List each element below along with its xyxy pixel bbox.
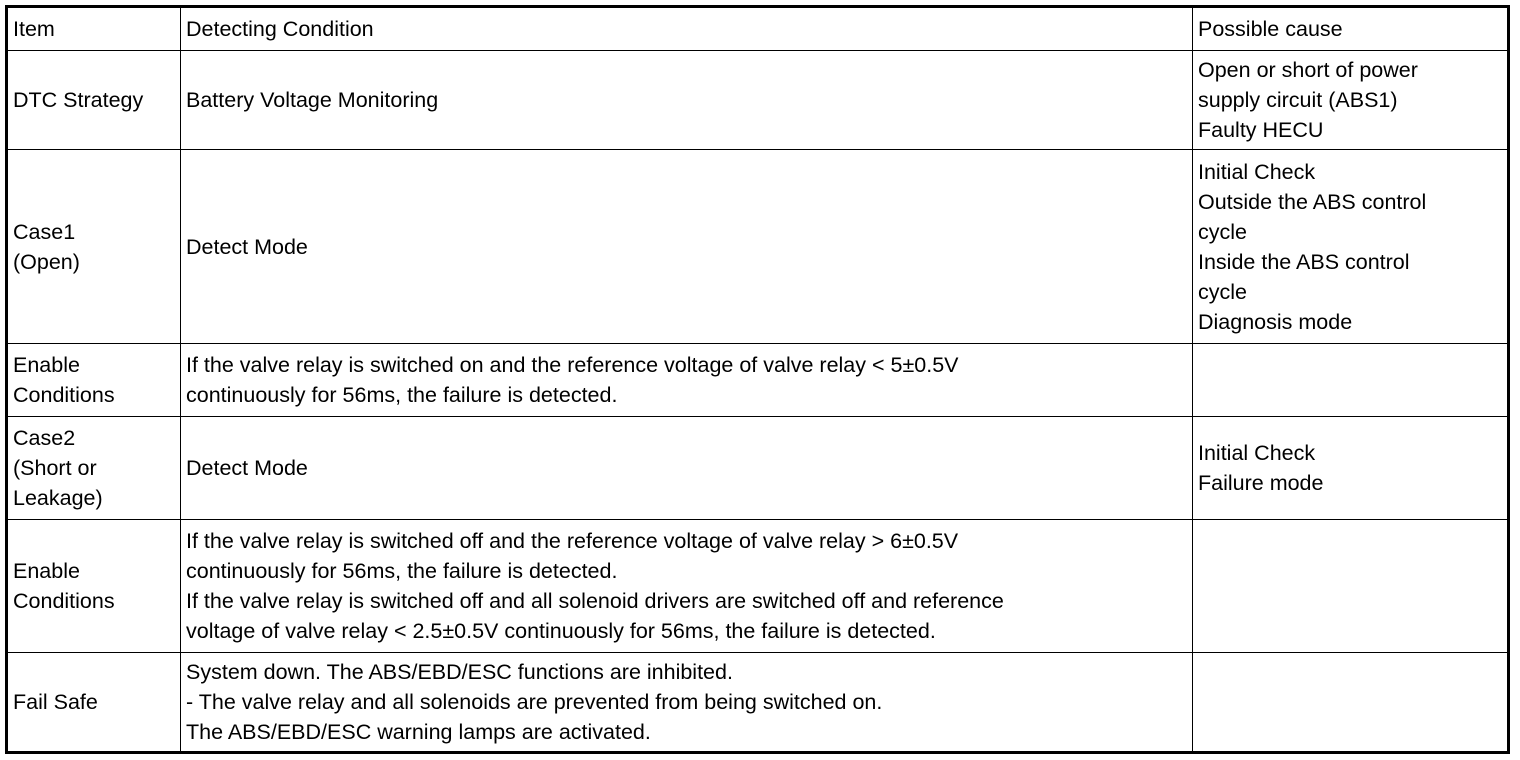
cell-cause: Initial Check Outside the ABS control cycle Inside the ABS control cycle Diagnosis mode xyxy=(1193,150,1509,344)
cell-cause: Open or short of power supply circuit (ABS1) Faulty HECU xyxy=(1193,51,1509,150)
cell-cause: Initial Check Failure mode xyxy=(1193,417,1509,520)
table-row xyxy=(7,150,1509,344)
header-condition: Detecting Condition xyxy=(181,7,1193,51)
header-row xyxy=(7,7,1509,51)
cell-condition: If the valve relay is switched on and the reference voltage of valve relay < 5±0.5V continuously for 56ms, the failure is detected. xyxy=(181,344,1193,417)
cell-condition: Detect Mode xyxy=(181,417,1193,520)
table-row xyxy=(7,417,1509,520)
cell-item: Fail Safe xyxy=(7,653,181,753)
dtc-spec-table xyxy=(5,5,1510,754)
cell-cause xyxy=(1193,344,1509,417)
header-cause: Possible cause xyxy=(1193,7,1509,51)
cell-condition: Battery Voltage Monitoring xyxy=(181,51,1193,150)
table-row xyxy=(7,520,1509,653)
cell-item: Enable Conditions xyxy=(7,344,181,417)
cell-condition: If the valve relay is switched off and the reference voltage of valve relay > 6±0.5V continuously for 56ms, the failure is detected. If the valve relay is switched off and all solenoid drivers are switched off and reference voltage of valve relay < 2.5±0.5V continuously for 56ms, the failure is detected. xyxy=(181,520,1193,653)
table-row xyxy=(7,51,1509,150)
cell-item: Case2 (Short or Leakage) xyxy=(7,417,181,520)
cell-cause xyxy=(1193,653,1509,753)
cell-item: Enable Conditions xyxy=(7,520,181,653)
table-row xyxy=(7,344,1509,417)
header-item: Item xyxy=(7,7,181,51)
cell-condition: Detect Mode xyxy=(181,150,1193,344)
cell-condition: System down. The ABS/EBD/ESC functions are inhibited. - The valve relay and all solenoids are prevented from being switched on. The ABS/EBD/ESC warning lamps are activated. xyxy=(181,653,1193,753)
table-row xyxy=(7,653,1509,753)
cell-cause xyxy=(1193,520,1509,653)
cell-item: DTC Strategy xyxy=(7,51,181,150)
cell-item: Case1 (Open) xyxy=(7,150,181,344)
